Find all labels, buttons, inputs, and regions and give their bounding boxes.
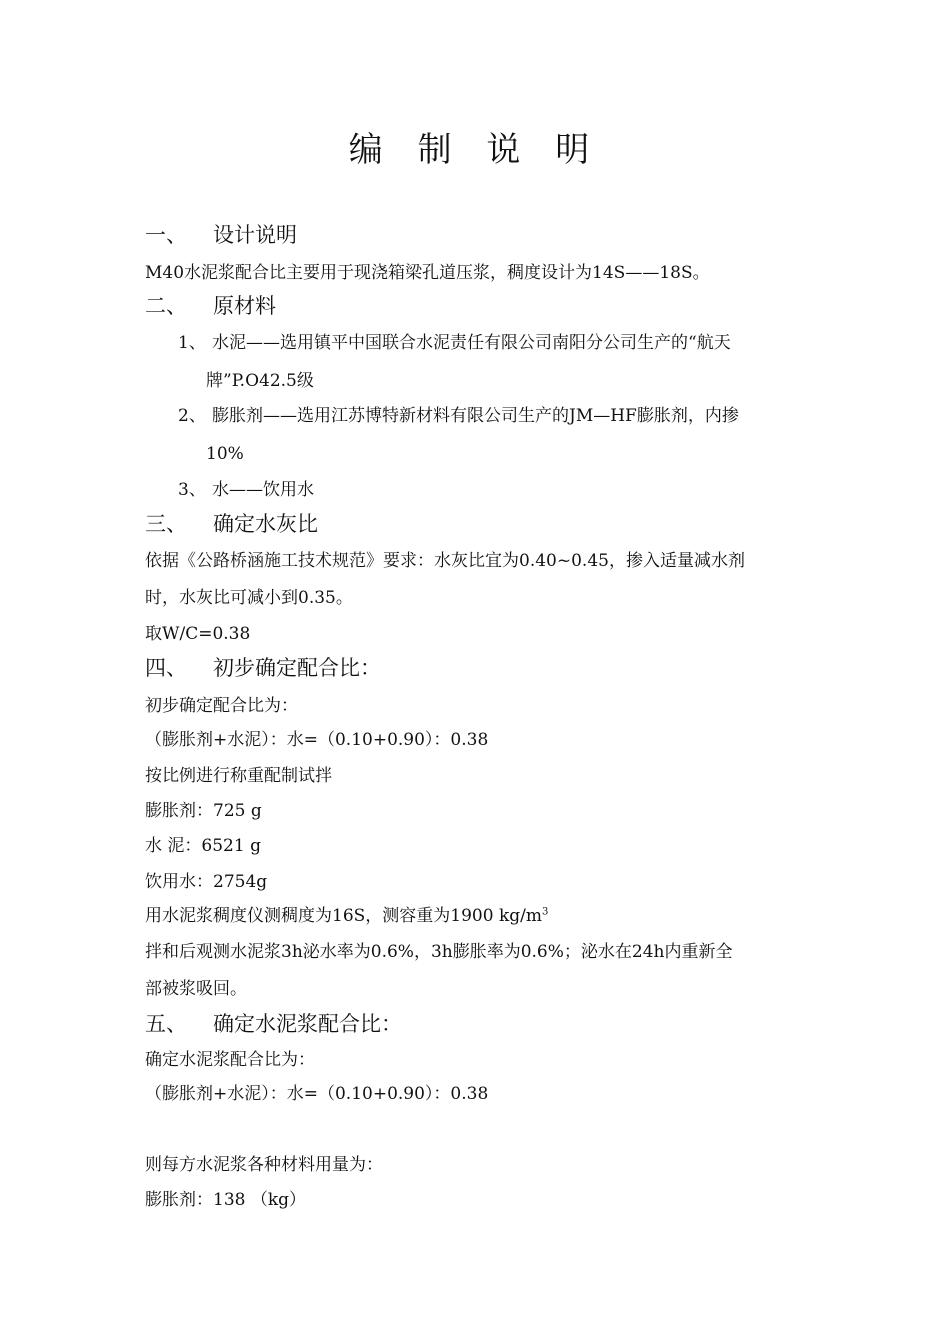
section-title: 确定水泥浆配合比： [213, 1012, 402, 1036]
item-number: 1、 [178, 333, 206, 353]
material-item-water [178, 478, 314, 502]
item-text: 水——饮用水 [212, 480, 314, 500]
wc-basis-line1: 依据《公路桥涵施工技术规范》要求：水灰比宜为0.40~0.45，掺入适量减水剂 [145, 551, 745, 571]
section-heading-materials [145, 294, 276, 318]
section-number: 三、 [145, 512, 187, 536]
section-heading-initial-mix [145, 656, 381, 680]
section-number: 二、 [145, 294, 187, 318]
section-heading-water-cement-ratio [145, 512, 318, 536]
wc-basis-line2: 时，水灰比可减小到0.35。 [145, 588, 353, 608]
item-text: 水泥——选用镇平中国联合水泥责任有限公司南阳分公司生产的“航天 [212, 333, 731, 353]
per-cubic-meter-intro: 则每方水泥浆各种材料用量为： [145, 1155, 383, 1175]
document-title: 编 制 说 明 [348, 130, 602, 170]
wc-value: 取W/C=0.38 [145, 624, 251, 644]
final-mix-intro: 确定水泥浆配合比为： [145, 1050, 315, 1070]
section-heading-final-mix [145, 1012, 402, 1036]
item-number: 3、 [178, 480, 206, 500]
material-item-expansion-agent [178, 404, 739, 428]
bleeding-observation-line2: 部被浆吸回。 [145, 979, 247, 999]
final-expansion-amount: 膨胀剂：138 （kg） [145, 1190, 307, 1210]
section-number: 五、 [145, 1012, 187, 1036]
initial-expansion-amount: 膨胀剂：725 g [145, 801, 262, 821]
initial-mix-intro: 初步确定配合比为： [145, 696, 298, 716]
initial-water-amount: 饮用水：2754g [145, 872, 268, 892]
material-item-expansion-cont: 10% [206, 444, 244, 464]
section-number: 一、 [145, 223, 187, 247]
material-item-cement-cont: 牌”P.O42.5级 [206, 371, 314, 391]
section-number: 四、 [145, 656, 187, 680]
measurement-text: 用水泥浆稠度仪测稠度为16S，测容重为1900 kg/m [145, 906, 542, 926]
consistency-density-measurement [145, 904, 548, 928]
section-title: 原材料 [213, 294, 276, 318]
section-title: 确定水灰比 [213, 512, 318, 536]
initial-mix-ratio: （膨胀剂+水泥）：水=（0.10+0.90）：0.38 [145, 730, 489, 750]
bleeding-observation-line1: 拌和后观测水泥浆3h泌水率为0.6%，3h膨胀率为0.6%；泌水在24h内重新全 [145, 942, 733, 962]
unit-superscript: 3 [541, 906, 549, 918]
design-description: M40水泥浆配合比主要用于现浇箱梁孔道压浆，稠度设计为14S——18S。 [145, 263, 710, 283]
item-number: 2、 [178, 406, 206, 426]
material-item-cement [178, 331, 731, 355]
item-text: 膨胀剂——选用江苏博特新材料有限公司生产的JM—HF膨胀剂，内掺 [212, 406, 739, 426]
section-title: 初步确定配合比： [213, 656, 381, 680]
initial-cement-amount: 水 泥：6521 g [145, 836, 261, 856]
section-title: 设计说明 [213, 223, 297, 247]
final-mix-ratio: （膨胀剂+水泥）：水=（0.10+0.90）：0.38 [145, 1084, 489, 1104]
initial-weighing-note: 按比例进行称重配制试拌 [145, 766, 332, 786]
section-heading-design [145, 223, 297, 247]
